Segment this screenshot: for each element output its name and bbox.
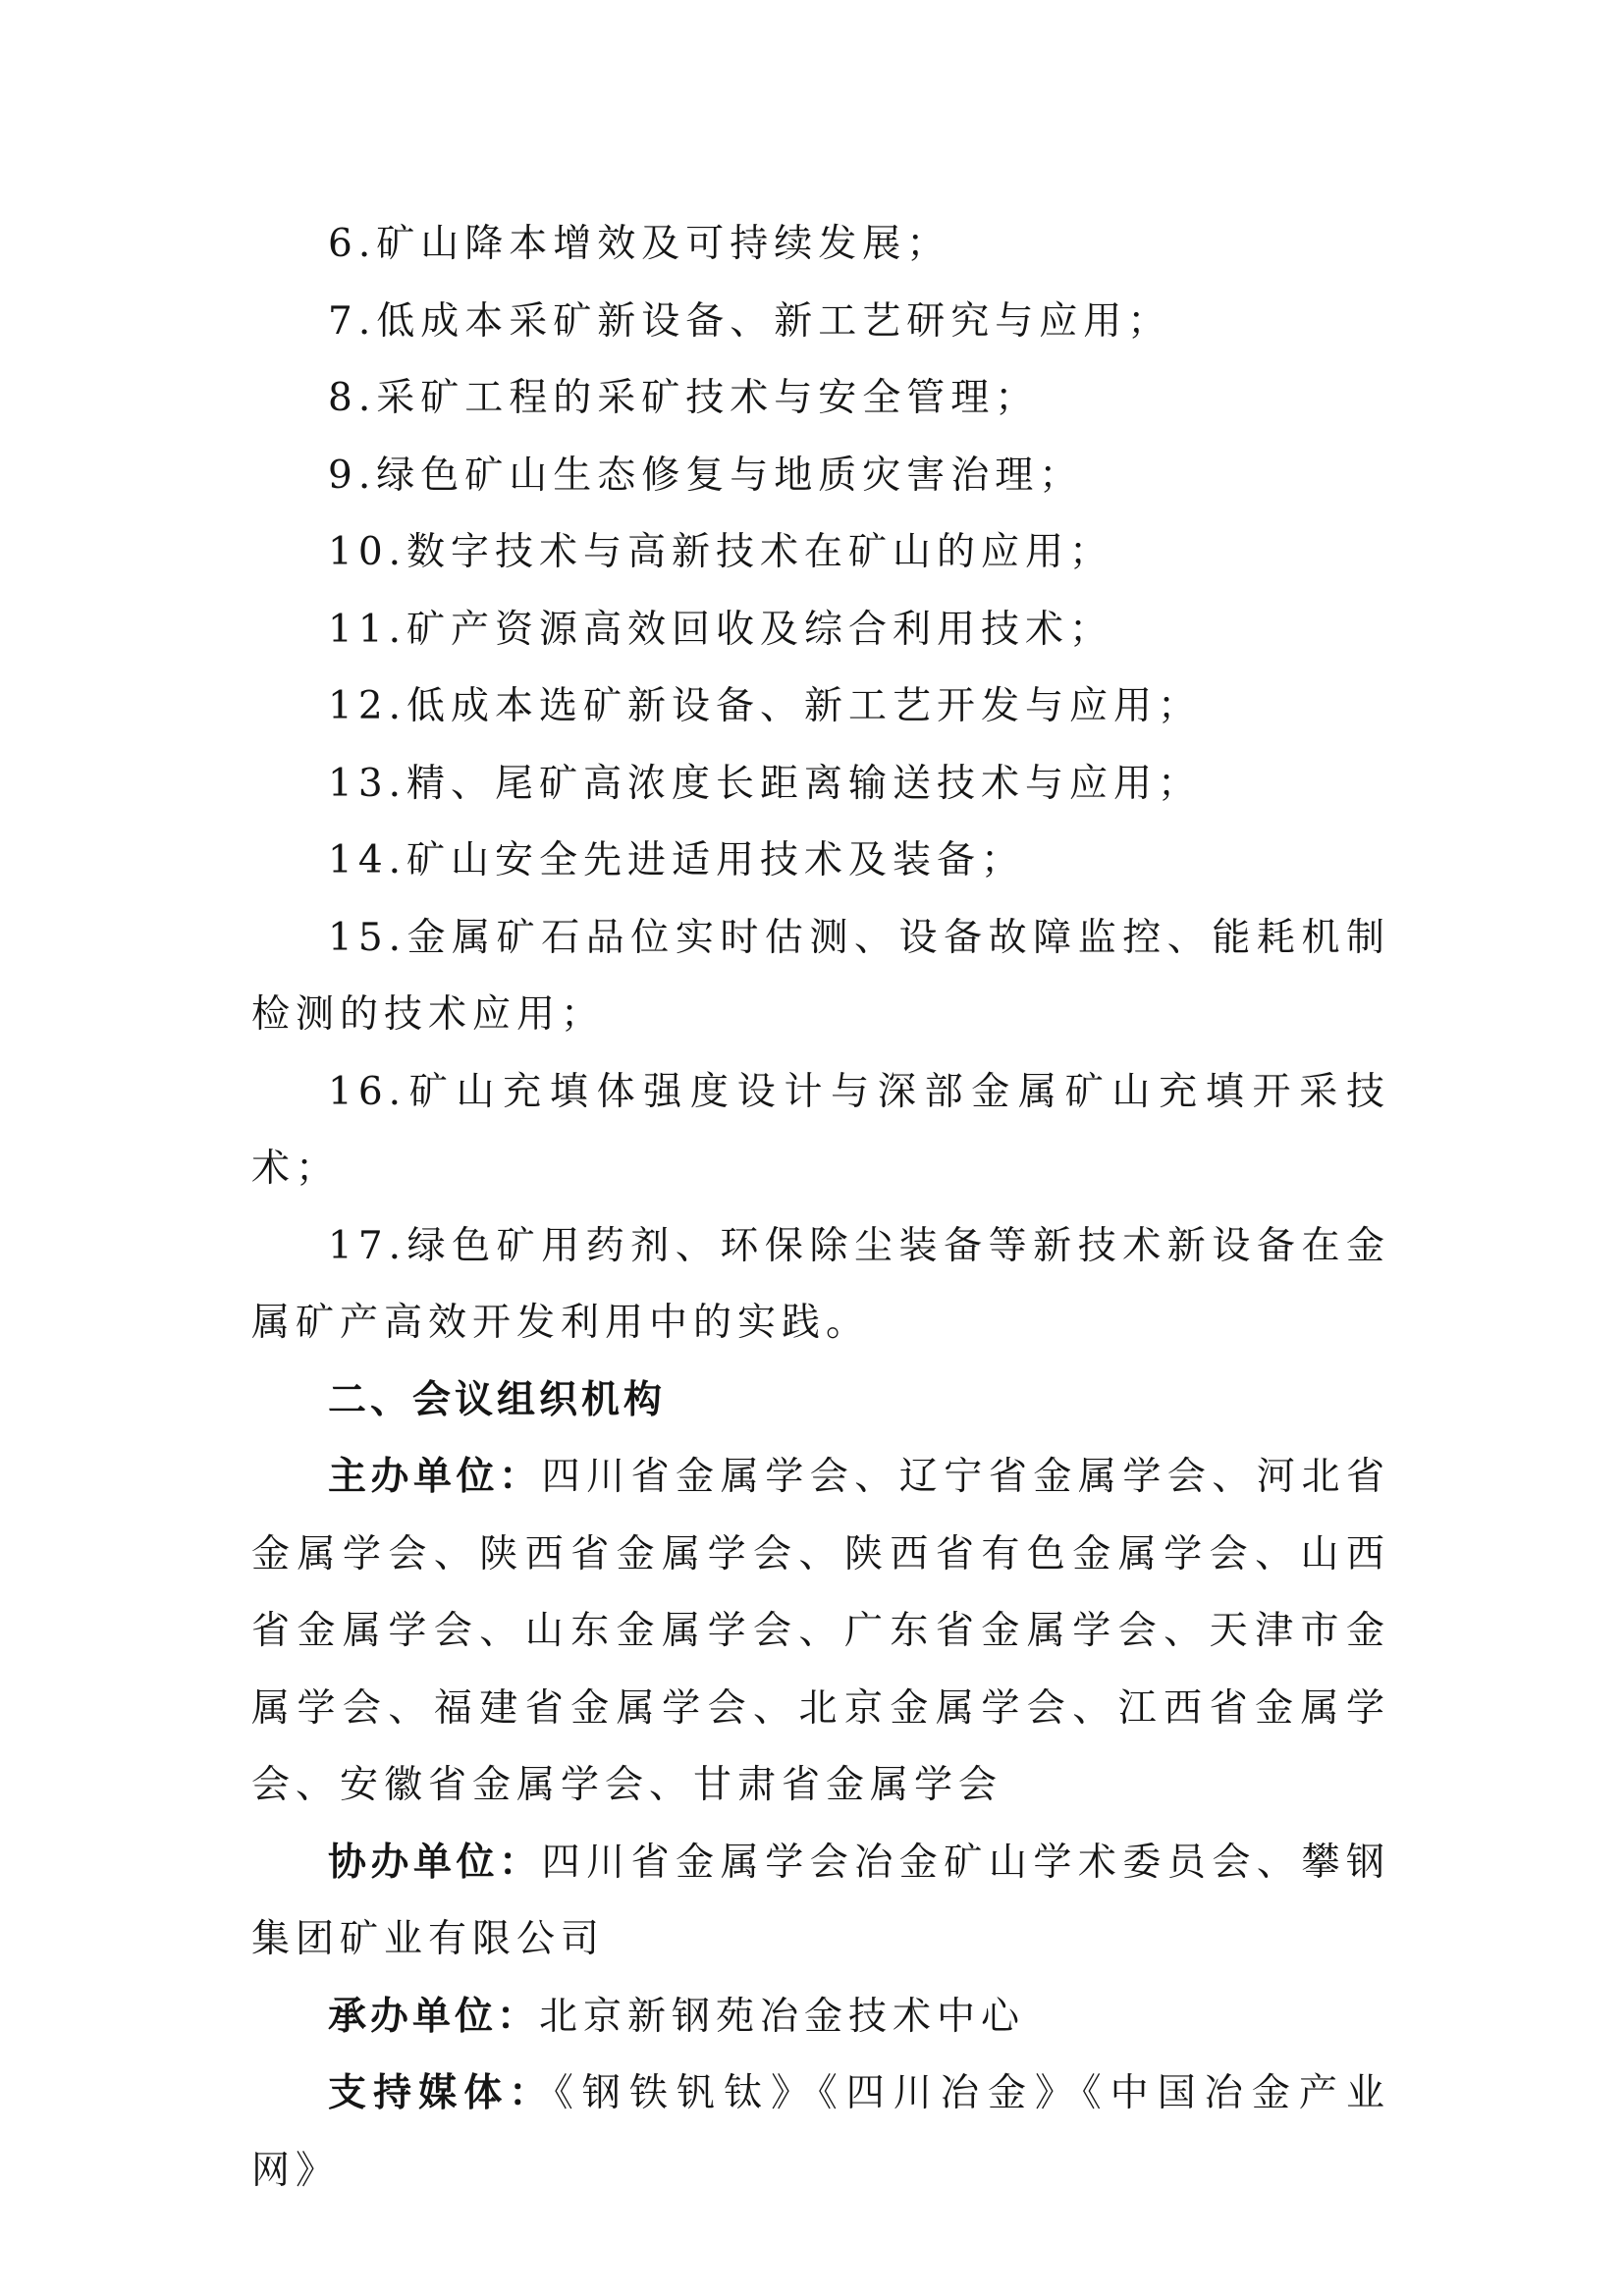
topic-text: 金属矿石品位实时估测、设备故障监控、能耗机制检测的技术应用；: [251, 915, 1390, 1037]
support-media-text: 《钢铁钒钛》《四川冶金》《中国冶金产业网》: [251, 2071, 1390, 2193]
section-heading: 二、会议组织机构: [328, 1377, 667, 1422]
topic-text: 矿山降本增效及可持续发展；: [376, 222, 951, 266]
page-content: [251, 206, 1390, 2210]
host-units-paragraph: [251, 1439, 1390, 1825]
co-host-units-label: 协办单位：: [328, 1840, 542, 1885]
topic-item-11: [251, 592, 1390, 669]
topic-number: 7.: [328, 298, 377, 344]
topic-item-16: [251, 1054, 1390, 1208]
topic-number: 10.: [328, 530, 407, 574]
topic-number: 8.: [328, 376, 377, 420]
topic-text: 低成本选矿新设备、新工艺开发与应用；: [406, 684, 1203, 728]
topic-number: 12.: [328, 684, 407, 728]
topic-text: 矿产资源高效回收及综合利用技术；: [406, 607, 1114, 652]
topic-item-6: [251, 206, 1390, 284]
topic-text: 精、尾矿高浓度长距离输送技术与应用；: [406, 761, 1203, 806]
topic-number: 13.: [328, 761, 407, 806]
topic-number: 9.: [328, 453, 377, 498]
topic-item-8: [251, 360, 1390, 438]
topic-number: 6.: [328, 222, 377, 266]
co-host-units-paragraph: [251, 1825, 1390, 1979]
topic-number: 14.: [328, 838, 407, 882]
co-host-units-text: 四川省金属学会冶金矿山学术委员会、攀钢集团矿业有限公司: [251, 1840, 1390, 1961]
organizer-unit-text: 北京新钢苑冶金技术中心: [539, 1994, 1026, 2039]
host-units-label: 主办单位：: [328, 1455, 542, 1499]
topic-item-15: [251, 900, 1390, 1054]
topic-number: 17.: [328, 1223, 407, 1268]
topic-item-7: [251, 284, 1390, 361]
topic-item-10: [251, 514, 1390, 592]
topic-item-17: [251, 1208, 1390, 1362]
topic-text: 低成本采矿新设备、新工艺研究与应用；: [376, 298, 1172, 344]
support-media-label: 支持媒体：: [328, 2071, 555, 2115]
topic-text: 采矿工程的采矿技术与安全管理；: [376, 376, 1040, 420]
topic-item-13: [251, 746, 1390, 824]
topic-number: 15.: [328, 915, 407, 960]
topic-text: 矿山安全先进适用技术及装备；: [406, 838, 1026, 882]
topic-text: 绿色矿用药剂、环保除尘装备等新技术新设备在金属矿产高效开发利用中的实践。: [251, 1223, 1390, 1345]
topic-item-9: [251, 438, 1390, 515]
host-units-text: 四川省金属学会、辽宁省金属学会、河北省金属学会、陕西省金属学会、陕西省有色金属学会、山西省金属学会、山东金属学会、广东省金属学会、天津市金属学会、福建省金属学会、北京金属学会、江西省金属学会、安徽省金属学会、甘肃省金属学会: [251, 1455, 1390, 1807]
topic-item-12: [251, 668, 1390, 746]
topic-text: 矿山充填体强度设计与深部金属矿山充填开采技术；: [251, 1069, 1390, 1191]
topic-item-14: [251, 823, 1390, 900]
organizer-unit-paragraph: [251, 1979, 1390, 2056]
topic-number: 16.: [328, 1069, 407, 1114]
topic-text: 绿色矿山生态修复与地质灾害治理；: [376, 453, 1084, 498]
topic-text: 数字技术与高新技术在矿山的应用；: [406, 530, 1114, 574]
support-media-paragraph: [251, 2056, 1390, 2210]
organizer-unit-label: 承办单位：: [328, 1994, 540, 2039]
topic-number: 11.: [328, 607, 407, 652]
